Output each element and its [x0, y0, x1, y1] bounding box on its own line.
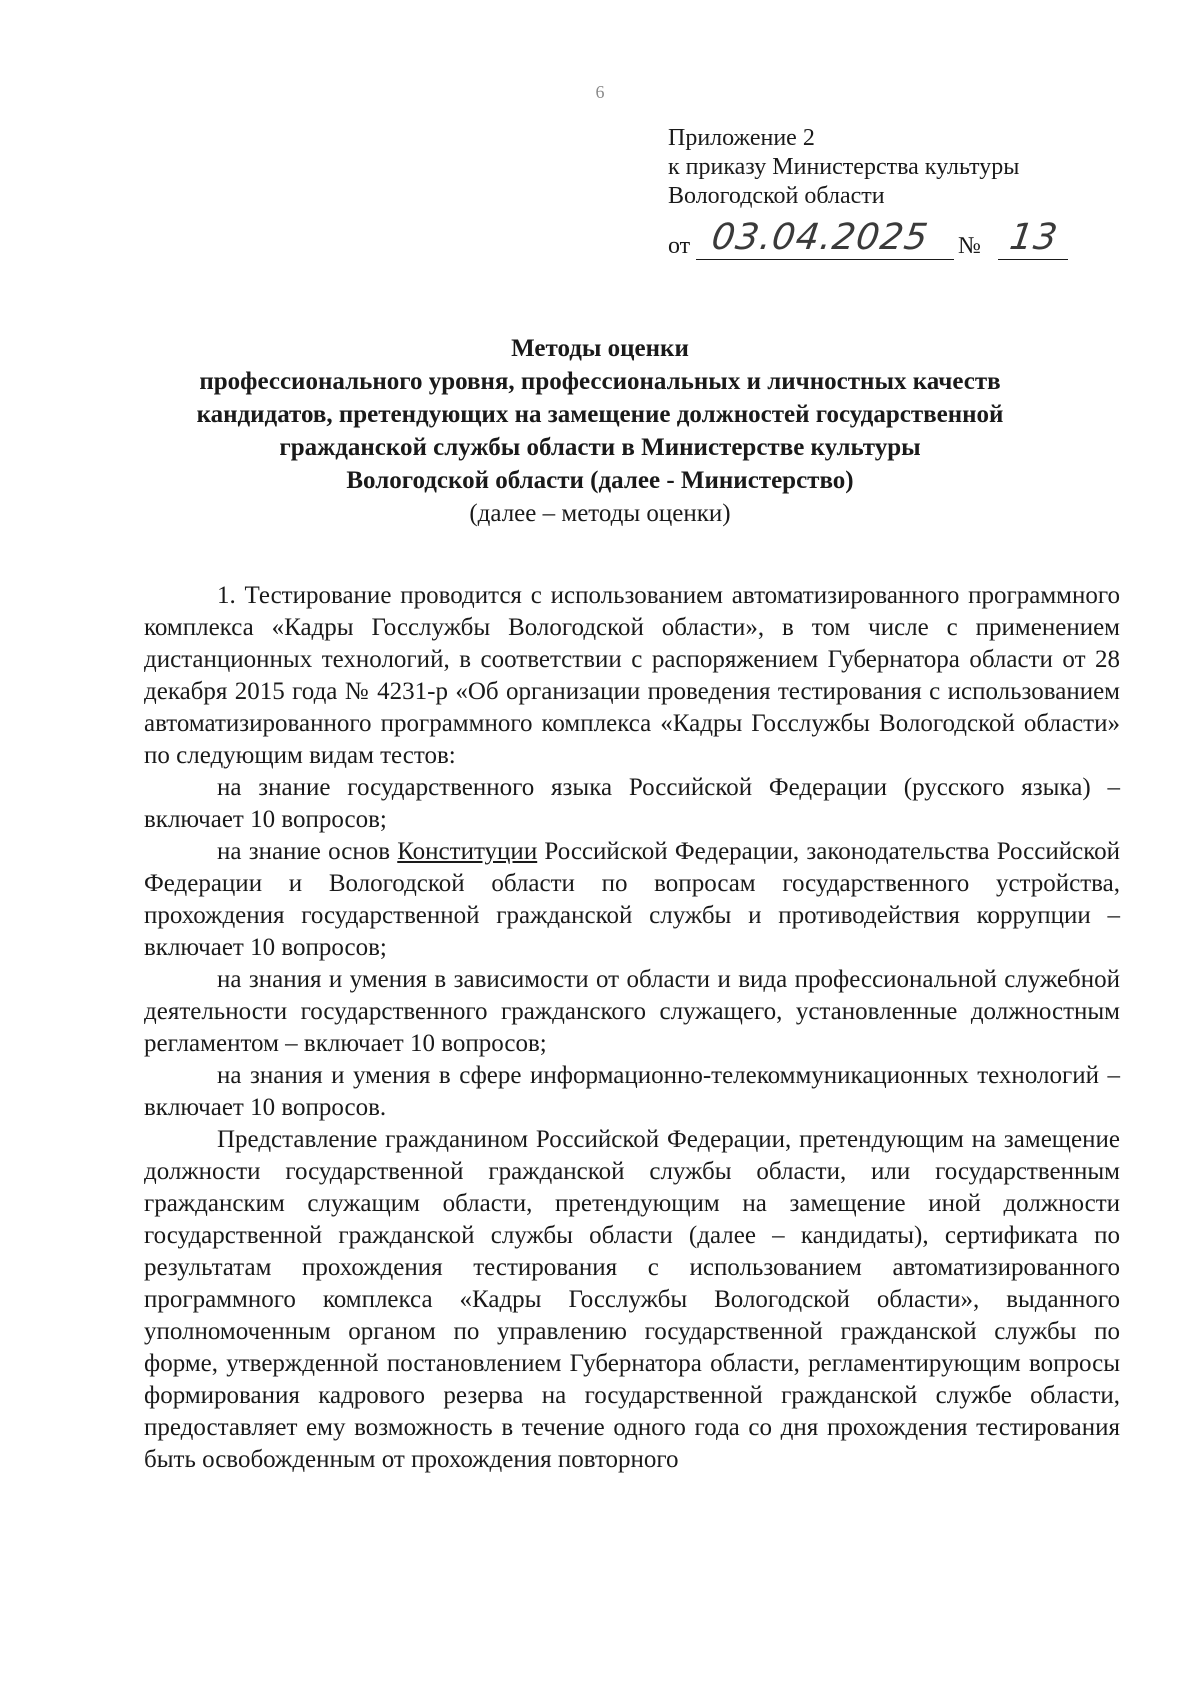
- handwritten-number: 13: [1007, 217, 1061, 258]
- paragraph: [144, 836, 1120, 964]
- title-line: гражданской службы области в Министерстве культуры: [279, 434, 921, 461]
- paragraph: на знание государственного языка Российской Федерации (русского языка) – включает 10 вопросов;: [144, 774, 1120, 833]
- document-body: [144, 580, 1120, 1476]
- order-number-label: №: [958, 233, 981, 259]
- title-subtitle: (далее – методы оценки): [469, 500, 731, 527]
- paragraph: на знания и умения в зависимости от области и вида профессиональной служебной деятельности государственного гражданского служащего, установленные должностным регламентом – включает 10 вопросов;: [144, 966, 1120, 1057]
- document-title: [0, 332, 1200, 530]
- appendix-header: [668, 124, 1019, 211]
- paragraph-text: Российской Федерации, законодательства Российской Федерации и Вологодской области по вопросам государственного устройства, прохождения государственной гражданской службы и противодействия коррупции – включает 10 вопросов;: [144, 838, 1120, 961]
- title-line: кандидатов, претендующих на замещение должностей государственной: [196, 401, 1004, 428]
- title-line: Методы оценки: [511, 335, 689, 362]
- appendix-line: Приложение 2: [668, 125, 815, 151]
- appendix-line: Вологодской области: [668, 183, 885, 209]
- order-from-label: от: [668, 233, 691, 259]
- appendix-line: к приказу Министерства культуры: [668, 154, 1020, 180]
- title-line: Вологодской области (далее - Министерство): [346, 467, 854, 494]
- constitution-link[interactable]: Конституции: [397, 838, 538, 865]
- paragraph-text: на знание основ: [217, 838, 398, 865]
- page-number: 6: [595, 82, 605, 102]
- paragraph: 1. Тестирование проводится с использованием автоматизированного программного комплекса «Кадры Госслужбы Вологодской области», в том числе с применением дистанционных технологий, в соответствии с распоряжением Губернатора области от 28 декабря 2015 года № 4231-р «Об организации проведения тестирования с использованием автоматизированного программного комплекса «Кадры Госслужбы Вологодской области» по следующим видам тестов:: [144, 582, 1120, 769]
- handwritten-date: 03.04.2025: [709, 217, 932, 258]
- paragraph: на знания и умения в сфере информационно-телекоммуникационных технологий – включает 10 вопросов.: [144, 1062, 1120, 1121]
- paragraph: Представление гражданином Российской Федерации, претендующим на замещение должности государственной гражданской службы области, или государственным гражданским служащим области, претендующим на замещение иной должности государственной гражданской службы области (далее – кандидаты), сертификата по результатам прохождения тестирования с использованием автоматизированного программного комплекса «Кадры Госслужбы Вологодской области», выданного уполномоченным органом по управлению государственной гражданской службы по форме, утвержденной постановлением Губернатора области, регламентирующим вопросы формирования кадрового резерва на государственной гражданской службе области, предоставляет ему возможность в течение одного года со дня прохождения тестирования быть освобожденным от прохождения повторного: [144, 1126, 1120, 1473]
- title-line: профессионального уровня, профессиональных и личностных качеств: [199, 368, 1001, 395]
- order-date-number-line: [668, 217, 1068, 266]
